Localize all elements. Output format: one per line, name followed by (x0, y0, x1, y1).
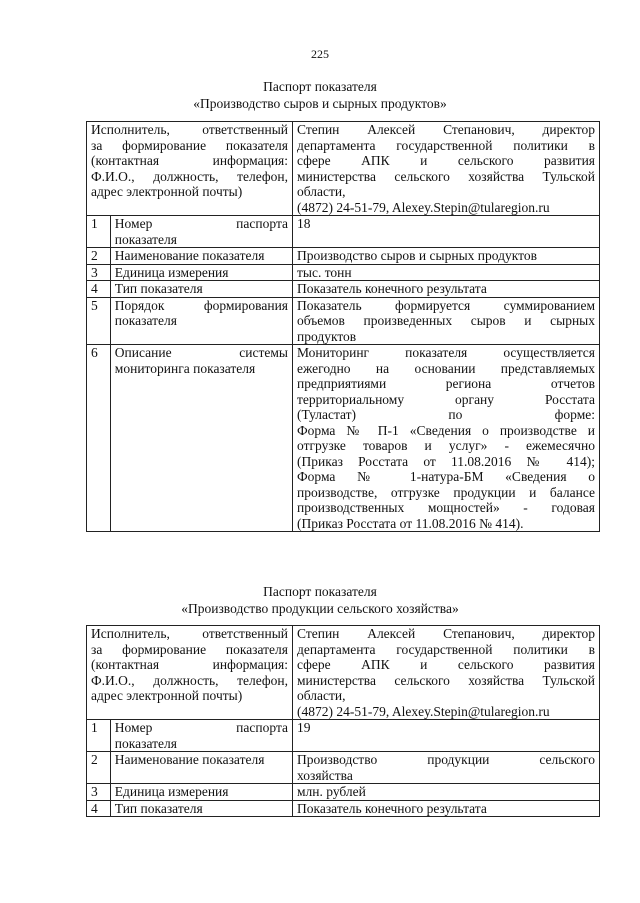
row-value (293, 248, 600, 265)
cell-line: ежегодно на основании представляемых (297, 360, 595, 376)
passport-table-2 (86, 625, 600, 817)
passport-title-1 (0, 78, 640, 112)
row-value (293, 281, 600, 298)
cell-line: за формирование показателя (91, 641, 288, 657)
cell-line: мониторинга показателя (114, 360, 256, 376)
cell-line: показателя (114, 231, 177, 247)
cell-line: Наименование показателя (114, 248, 265, 263)
cell-line: Степин Алексей Степанович, директор (297, 626, 595, 641)
cell-line: хозяйства (297, 767, 353, 783)
table-row (87, 281, 600, 298)
cell-line: сфере АПК и сельского развития (297, 153, 595, 168)
row-number: 4 (87, 800, 111, 817)
cell-line: (4872) 24-51-79, Alexey.Stepin@tularegion.ru (297, 199, 550, 215)
cell-line: Форма № П-1 «Сведения о производстве и (297, 422, 595, 438)
cell-line: области, (297, 184, 346, 199)
table-row (87, 264, 600, 281)
executor-row (87, 626, 600, 720)
row-value (293, 216, 600, 248)
cell-line: Единица измерения (114, 784, 229, 799)
cell-line: адрес электронной почты) (91, 184, 243, 199)
row-label (110, 784, 292, 801)
row-label (110, 720, 292, 752)
cell-line: производстве, отгрузке продукции и балансе (297, 484, 595, 500)
table-row (87, 297, 600, 345)
row-number: 4 (87, 281, 111, 298)
cell-line: Ф.И.О., должность, телефон, (91, 672, 288, 688)
row-value (293, 297, 600, 345)
table-row (87, 216, 600, 248)
cell-line: Исполнитель, ответственный (91, 626, 288, 641)
row-label (110, 216, 292, 248)
row-label (110, 248, 292, 265)
cell-line: (контактная информация: (91, 153, 288, 168)
cell-line: (Приказ Росстата от 11.08.2016 № 414); (297, 453, 595, 469)
passport-table-1 (86, 121, 600, 532)
cell-line: Тип показателя (114, 800, 203, 816)
cell-line: Мониторинг показателя осуществляется (297, 345, 595, 360)
executor-row (87, 122, 600, 216)
cell-line: департамента государственной политики в (297, 641, 595, 657)
cell-line: Наименование показателя (114, 752, 265, 767)
executor-label (87, 626, 293, 720)
row-number: 6 (87, 345, 111, 532)
cell-line: Показатель формируется суммированием (297, 297, 595, 313)
row-value (293, 345, 600, 532)
cell-line: показателя (114, 313, 177, 328)
cell-line: Показатель конечного результата (297, 281, 487, 296)
cell-line: Ф.И.О., должность, телефон, (91, 168, 288, 184)
passport-title-heading: Паспорт показателя (263, 79, 377, 94)
cell-line: Степин Алексей Степанович, директор (297, 122, 595, 137)
row-label (110, 297, 292, 345)
cell-line: Номер паспорта (114, 216, 288, 231)
row-number: 1 (87, 216, 111, 248)
cell-line: объемов произведенных сыров и сырных (297, 313, 595, 328)
row-label (110, 264, 292, 281)
cell-line: министерства сельского хозяйства Тульской (297, 168, 595, 184)
table-row (87, 784, 600, 801)
cell-line: тыс. тонн (297, 264, 352, 280)
row-value (293, 264, 600, 281)
cell-line: министерства сельского хозяйства Тульской (297, 672, 595, 688)
cell-line: Исполнитель, ответственный (91, 122, 288, 137)
row-value (293, 720, 600, 752)
table-row (87, 345, 600, 532)
row-label (110, 800, 292, 817)
table-row (87, 752, 600, 784)
cell-line: показателя (114, 735, 177, 751)
passport-title-name: «Производство сыров и сырных продуктов» (193, 96, 447, 111)
cell-line: Номер паспорта (114, 720, 288, 735)
executor-value (293, 626, 600, 720)
cell-line: производственных мощностей» - годовая (297, 500, 595, 515)
page-number: 225 (311, 47, 329, 61)
cell-line: Производство сыров и сырных продуктов (297, 248, 537, 263)
cell-line: Форма № 1-натура-БМ «Сведения о (297, 469, 595, 484)
cell-line: продуктов (297, 328, 357, 344)
cell-line: территориальному органу Росстата (297, 391, 595, 407)
cell-line: (контактная информация: (91, 657, 288, 672)
cell-line: (Туластат) по форме: (297, 407, 595, 422)
table-row (87, 800, 600, 817)
cell-line: Единица измерения (114, 264, 229, 280)
cell-line: адрес электронной почты) (91, 688, 243, 703)
cell-line: департамента государственной политики в (297, 137, 595, 153)
cell-line: Порядок формирования (114, 297, 288, 313)
table-row (87, 248, 600, 265)
cell-line: Показатель конечного результата (297, 800, 487, 816)
cell-line: предприятиями региона отчетов (297, 376, 595, 391)
passport-title-2 (0, 583, 640, 617)
cell-line: отгрузке товаров и услуг» - ежемесячно (297, 438, 595, 453)
row-number: 2 (87, 248, 111, 265)
cell-line: области, (297, 688, 346, 703)
cell-line: Описание системы (114, 345, 288, 360)
row-value (293, 784, 600, 801)
row-number: 3 (87, 784, 111, 801)
row-label (110, 345, 292, 532)
row-number: 2 (87, 752, 111, 784)
cell-line: за формирование показателя (91, 137, 288, 153)
row-number: 3 (87, 264, 111, 281)
cell-line: млн. рублей (297, 784, 366, 799)
cell-line: (Приказ Росстата от 11.08.2016 № 414). (297, 515, 524, 531)
executor-label (87, 122, 293, 216)
row-value (293, 752, 600, 784)
row-label (110, 752, 292, 784)
cell-line: 19 (297, 720, 311, 735)
row-number: 1 (87, 720, 111, 752)
row-number: 5 (87, 297, 111, 345)
row-value (293, 800, 600, 817)
cell-line: сфере АПК и сельского развития (297, 657, 595, 672)
row-label (110, 281, 292, 298)
table-row (87, 720, 600, 752)
executor-value (293, 122, 600, 216)
passport-title-name: «Производство продукции сельского хозяйства» (181, 601, 459, 616)
cell-line: Производство продукции сельского (297, 752, 595, 767)
cell-line: Тип показателя (114, 281, 203, 296)
passport-title-heading: Паспорт показателя (263, 584, 377, 599)
cell-line: 18 (297, 216, 311, 231)
cell-line: (4872) 24-51-79, Alexey.Stepin@tularegion.ru (297, 703, 550, 719)
